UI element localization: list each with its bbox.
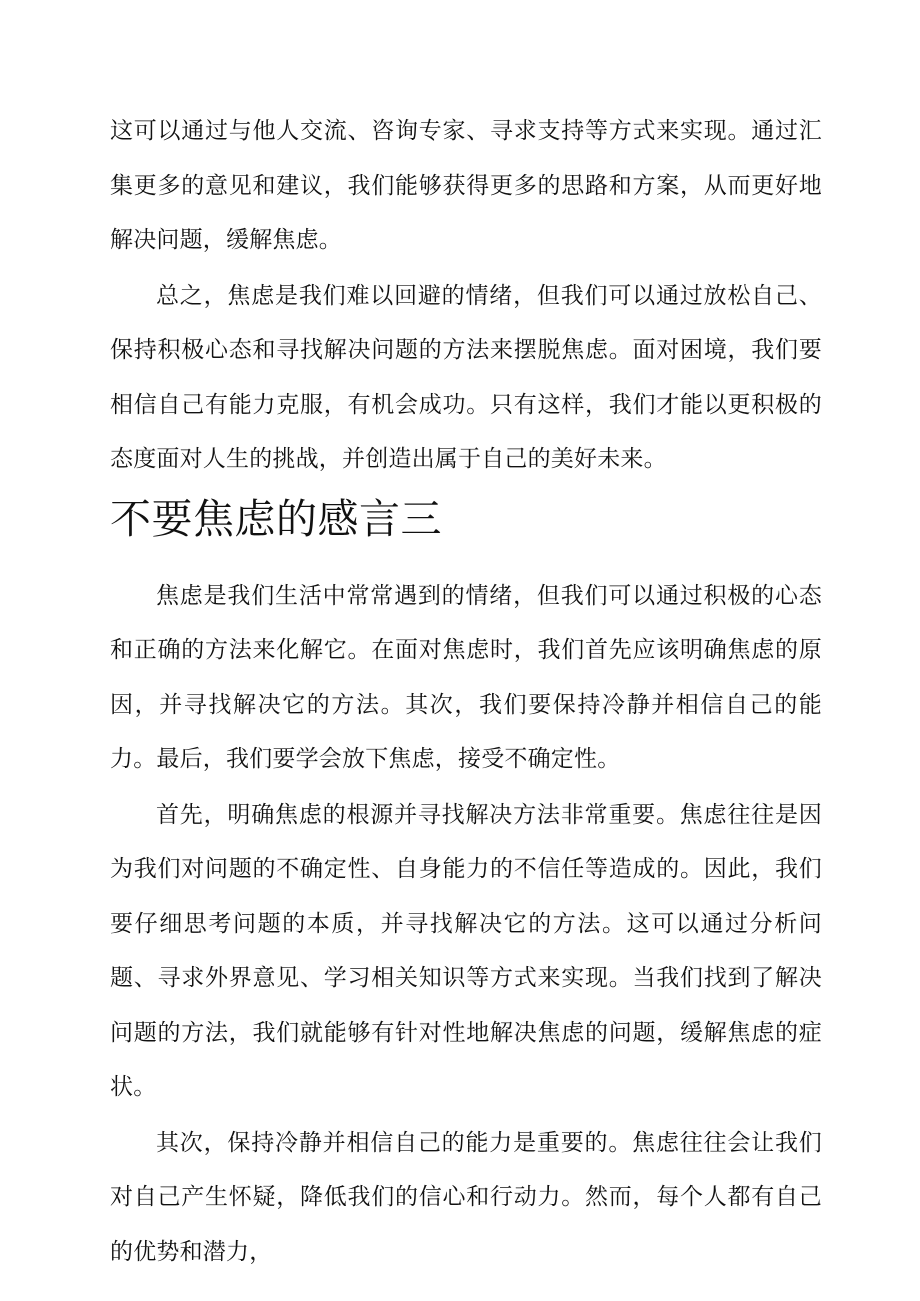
document-body [110,104,822,1279]
paragraph-first-point: 首先，明确焦虑的根源并寻找解决方法非常重要。焦虑往往是因为我们对问题的不确定性、自身能力的不信任等造成的。因此，我们要仔细思考问题的本质，并寻找解决它的方法。这可以通过分析问题、寻求外界意见、学习相关知识等方式来实现。当我们找到了解决问题的方法，我们就能够有针对性地解决焦虑的问题，缓解焦虑的症状。 [110,801,822,1100]
paragraph-intro: 焦虑是我们生活中常常遇到的情绪，但我们可以通过积极的心态和正确的方法来化解它。在面对焦虑时，我们首先应该明确焦虑的原因，并寻找解决它的方法。其次，我们要保持冷静并相信自己的能力。最后，我们要学会放下焦虑，接受不确定性。 [110,582,822,772]
section-heading: 不要焦虑的感言三 [110,494,442,543]
paragraph-continued: 这可以通过与他人交流、咨询专家、寻求支持等方式来实现。通过汇集更多的意见和建议，我们能够获得更多的思路和方案，从而更好地解决问题，缓解焦虑。 [110,118,822,253]
paragraph-summary: 总之，焦虑是我们难以回避的情绪，但我们可以通过放松自己、保持积极心态和寻找解决问题的方法来摆脱焦虑。面对困境，我们要相信自己有能力克服，有机会成功。只有这样，我们才能以更积极的态度面对人生的挑战，并创造出属于自己的美好未来。 [110,282,822,472]
paragraph-second-point: 其次，保持冷静并相信自己的能力是重要的。焦虑往往会让我们对自己产生怀疑，降低我们的信心和行动力。然而，每个人都有自己的优势和潜力， [110,1129,822,1265]
